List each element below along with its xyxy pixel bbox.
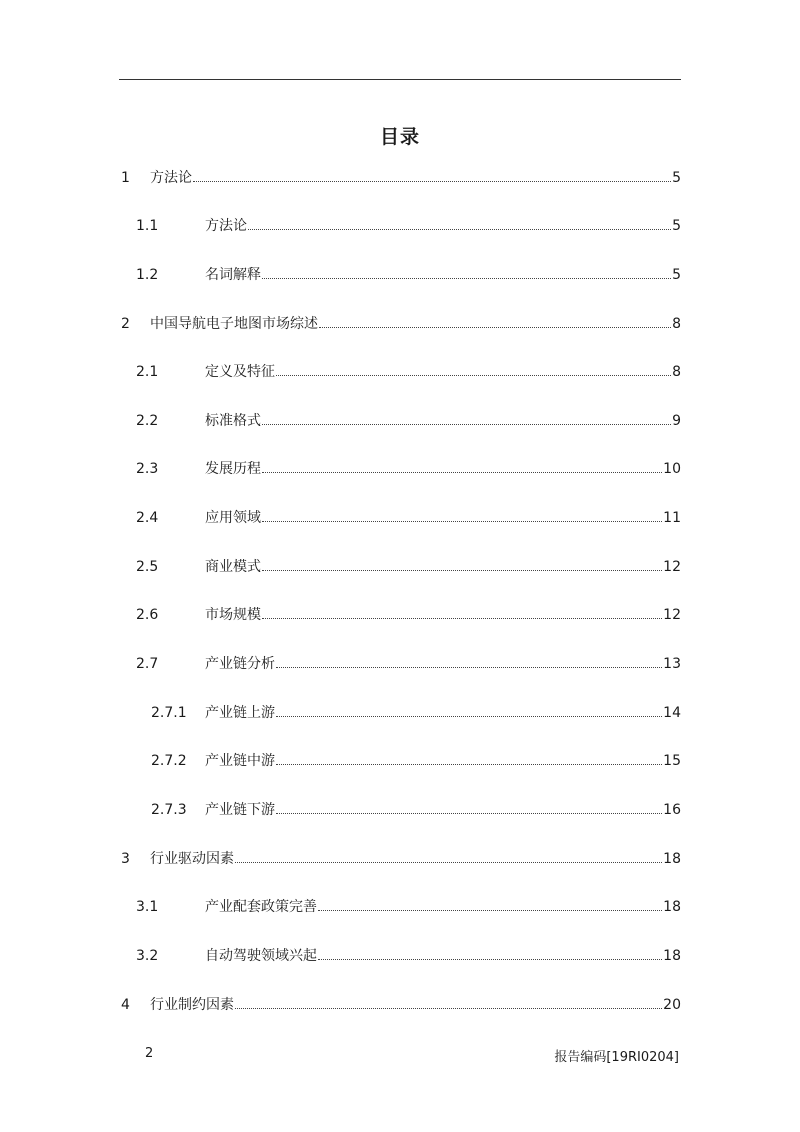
toc-entry-2-2[interactable] (136, 410, 681, 430)
toc-entry-number: 2.2 (136, 413, 159, 429)
toc-leader-dots (262, 556, 662, 571)
toc-entry-number: 2.6 (136, 607, 159, 623)
footer-page-number: 2 (145, 1046, 154, 1061)
toc-entry-title: 产业链下游 (205, 802, 275, 818)
toc-leader-dots (276, 799, 662, 814)
toc-entry-page: 5 (672, 218, 681, 234)
toc-entry-1[interactable] (121, 167, 681, 187)
toc-entry-title: 商业模式 (205, 559, 261, 575)
toc-entry-page: 14 (663, 705, 681, 721)
toc-leader-dots (235, 848, 662, 863)
toc-leader-dots (276, 750, 662, 765)
toc-entry-title: 产业链上游 (205, 705, 275, 721)
toc-entry-2-7-3[interactable] (151, 799, 681, 819)
toc-entry-page: 16 (663, 802, 681, 818)
toc-entry-page: 9 (672, 413, 681, 429)
toc-entry-2-7[interactable] (136, 653, 681, 673)
toc-entry-number: 2.7.1 (151, 705, 187, 721)
toc-leader-dots (276, 653, 662, 668)
toc-leader-dots (319, 313, 671, 328)
toc-entry-2[interactable] (121, 313, 681, 333)
toc-entry-number: 3.2 (136, 948, 159, 964)
toc-entry-page: 8 (672, 316, 681, 332)
toc-entry-title: 中国导航电子地图市场综述 (150, 316, 318, 332)
footer-report-code: 报告编码[19RI0204] (554, 1050, 679, 1065)
toc-entry-number: 2.5 (136, 559, 159, 575)
toc-entry-title: 行业制约因素 (150, 997, 234, 1013)
toc-entry-number: 2.3 (136, 461, 159, 477)
toc-entry-page: 5 (672, 170, 681, 186)
toc-entry-2-7-1[interactable] (151, 702, 681, 722)
toc-entry-page: 12 (663, 559, 681, 575)
toc-entry-number: 2 (121, 316, 130, 332)
toc-entry-page: 10 (663, 461, 681, 477)
toc-leader-dots (276, 361, 671, 376)
toc-entry-page: 20 (663, 997, 681, 1013)
toc-entry-1-1[interactable] (136, 215, 681, 235)
toc-title: 目录 (379, 126, 420, 148)
toc-leader-dots (193, 167, 671, 182)
toc-entry-2-7-2[interactable] (151, 750, 681, 770)
toc-entry-1-2[interactable] (136, 264, 681, 284)
toc-leader-dots (262, 458, 662, 473)
toc-entry-4[interactable] (121, 994, 681, 1014)
toc-entry-title: 方法论 (205, 218, 247, 234)
toc-leader-dots (276, 702, 662, 717)
toc-entry-number: 4 (121, 997, 130, 1013)
toc-entry-title: 方法论 (150, 170, 192, 186)
toc-entry-title: 产业链分析 (205, 656, 275, 672)
toc-entry-2-4[interactable] (136, 507, 681, 527)
toc-entry-title: 产业链中游 (205, 753, 275, 769)
toc-entry-page: 18 (663, 899, 681, 915)
toc-entry-page: 13 (663, 656, 681, 672)
toc-entry-number: 2.7.2 (151, 753, 187, 769)
toc-leader-dots (262, 604, 662, 619)
toc-leader-dots (248, 215, 671, 230)
toc-entry-number: 2.7 (136, 656, 159, 672)
toc-leader-dots (318, 945, 662, 960)
toc-entry-title: 定义及特征 (205, 364, 275, 380)
toc-entry-number: 3 (121, 851, 130, 867)
toc-entry-number: 1 (121, 170, 130, 186)
toc-entry-2-1[interactable] (136, 361, 681, 381)
toc-entry-title: 自动驾驶领域兴起 (205, 948, 317, 964)
toc-entry-title: 名词解释 (205, 267, 261, 283)
toc-entry-2-3[interactable] (136, 458, 681, 478)
toc-entry-page: 11 (663, 510, 681, 526)
toc-entry-title: 市场规模 (205, 607, 261, 623)
toc-entry-number: 1.1 (136, 218, 159, 234)
toc-entry-2-5[interactable] (136, 556, 681, 576)
toc-entry-page: 18 (663, 948, 681, 964)
toc-entry-page: 5 (672, 267, 681, 283)
toc-entry-3-2[interactable] (136, 945, 681, 965)
header-rule (119, 79, 681, 80)
toc-entry-page: 8 (672, 364, 681, 380)
toc-entry-number: 2.1 (136, 364, 159, 380)
toc-entry-number: 1.2 (136, 267, 159, 283)
toc-entry-number: 2.7.3 (151, 802, 187, 818)
toc-entry-number: 3.1 (136, 899, 159, 915)
toc-leader-dots (235, 994, 662, 1009)
toc-leader-dots (262, 264, 671, 279)
toc-entry-title: 发展历程 (205, 461, 261, 477)
toc-entry-title: 产业配套政策完善 (205, 899, 317, 915)
toc-entry-page: 18 (663, 851, 681, 867)
toc-entry-page: 12 (663, 607, 681, 623)
toc-entry-title: 标准格式 (205, 413, 261, 429)
toc-leader-dots (262, 507, 662, 522)
toc-entry-3[interactable] (121, 848, 681, 868)
toc-leader-dots (262, 410, 671, 425)
toc-entry-3-1[interactable] (136, 896, 681, 916)
toc-entry-title: 行业驱动因素 (150, 851, 234, 867)
toc-entry-2-6[interactable] (136, 604, 681, 624)
toc-entry-title: 应用领域 (205, 510, 261, 526)
toc-leader-dots (318, 896, 662, 911)
toc-entry-number: 2.4 (136, 510, 159, 526)
toc-entry-page: 15 (663, 753, 681, 769)
